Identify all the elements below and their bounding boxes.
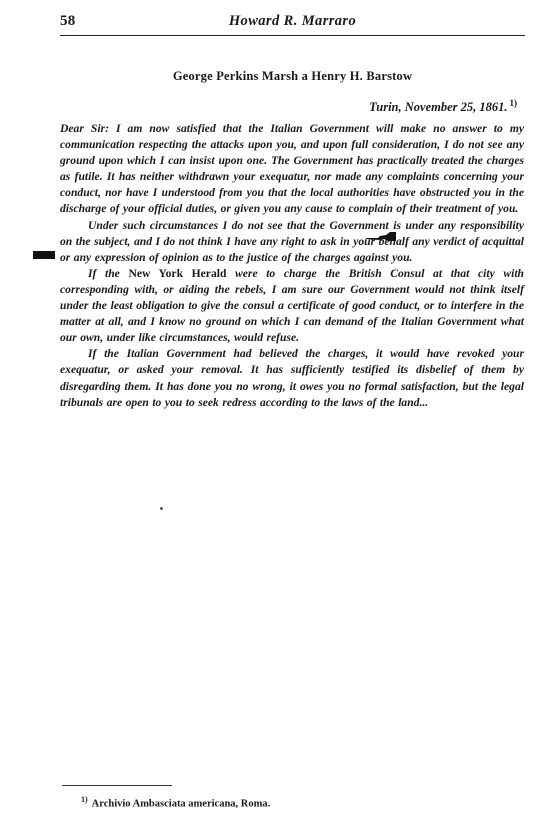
paragraph-text: were to charge the British Consul at that city with corresponding with, or aiding the rebels, I am sure our Government would not think itself under the least obligation to give the consul a certificate of good conduct, or to interfere in the matter at all, and I know no ground on which I can demand of the Italian Government what our own, under like circumstances, would refuse.: [60, 266, 524, 345]
footnote-text: Archivio Ambasciata americana, Roma.: [91, 798, 271, 810]
footnote-marker: 1): [81, 795, 88, 804]
page-header: [60, 13, 525, 36]
letter-body: [60, 121, 524, 411]
running-head: Howard R. Marraro: [228, 13, 357, 29]
letter-dateline: [369, 98, 517, 115]
footnote-rule: [62, 785, 172, 786]
stray-mark: [160, 507, 163, 510]
paragraph: Under such circumstances I do not see that the Government is under any responsibility on the subject, and I do not think I have any right to ask in your behalf any verdict of acquittal or any expression of opinion as to the justice of the charges against you.: [60, 218, 524, 264]
newspaper-name: New York Herald: [128, 266, 227, 280]
letter-title: George Perkins Marsh a Henry H. Barstow: [172, 69, 413, 83]
paragraph: If the Italian Government had believed the charges, it would have revoked your exequatur, or asked your removal. It has sufficiently testified its disbelief of them by disregarding them. It has done you no wrong, it owes you no formal satisfaction, but the legal tribunals are open to you to seek redress according to the laws of the land...: [60, 347, 524, 409]
paragraph-salutation: Dear Sir: I am now satisfied that the Italian Government will make no answer to my communication respecting the attacks upon you, and upon full consideration, I do not see any ground upon which I can insist upon one. The Government has practically treated the charges as futile. It has neither withdrawn your exequatur, nor made any complaints concerning your conduct, nor have I understood from you that the local authorities have obstructed you in the discharge of your official duties, or given you any cause to complain of their treatment of you.: [60, 122, 524, 216]
footnote-reference: 1): [509, 98, 517, 108]
footnote: [81, 795, 270, 810]
paragraph: [60, 266, 524, 346]
margin-mark: [33, 251, 55, 259]
page-number: 58: [60, 13, 76, 29]
dateline-text: Turin, November 25, 1861.: [369, 100, 508, 115]
paragraph-text: If the: [88, 266, 129, 280]
